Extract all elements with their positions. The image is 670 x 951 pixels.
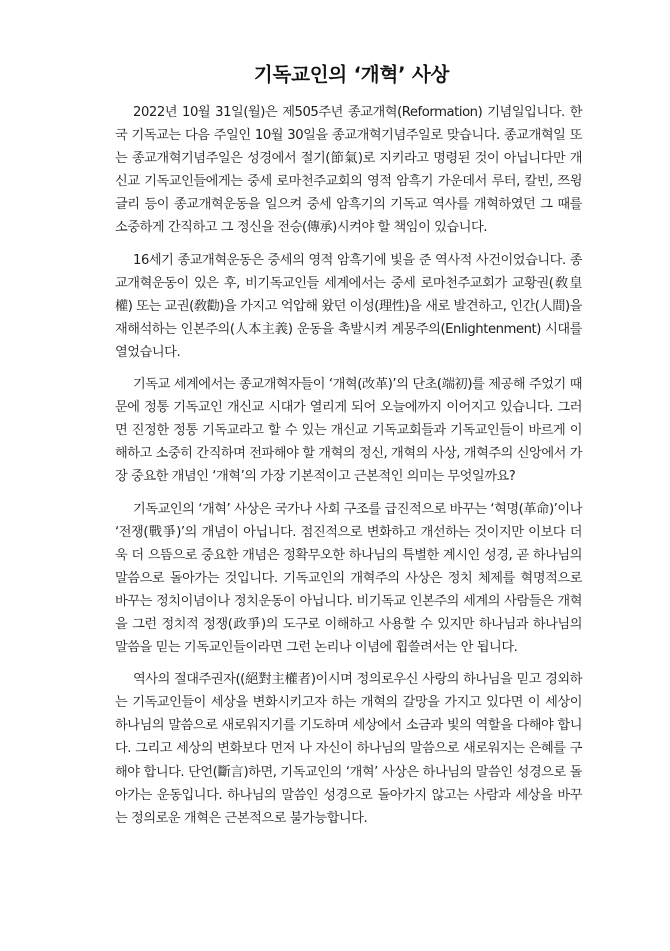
paragraph-3: 기독교 세계에서는 종교개혁자들이 ‘개혁(改革)’의 단초(端初)를 제공해 주었기 때문에 정통 기독교인 개신교 시대가 열리게 되어 오늘에까지 이어지고 있습니다. 그러면 진정한 정통 기독교라고 할 수 있는 개신교 기독교회들과 기독교인들이 바르게 이해하고 소중히 간직하며 전파해야 할 개혁의 정신, 개혁의 사상, 개혁주의 신앙에서 가장 중요한 개념인 ‘개혁’의 가장 기본적이고 근본적인 의미는 무엇일까요?: [115, 377, 582, 485]
paragraph-4: 기독교인의 ‘개혁’ 사상은 국가나 사회 구조를 급진적으로 바꾸는 ‘혁명(革命)’이나 ‘전쟁(戰爭)’의 개념이 아닙니다. 점진적으로 변화하고 개선하는 것이지만 이보다 더욱 더 으뜸으로 중요한 개념은 정확무오한 하나님의 특별한 계시인 성경, 곧 하나님의 말씀으로 돌아가는 것입니다. 기독교인의 개혁주의 사상은 정치 체제를 혁명적으로 바꾸는 정치이념이나 정치운동이 아닙니다. 비기독교 인본주의 세계의 사람들은 개혁을 그런 정치적 정쟁(政爭)의 도구로 이해하고 사용할 수 있지만 하나님과 하나님의 말씀을 믿는 기독교인들이라면 그런 논리나 이념에 휩쓸려서는 안 됩니다.: [115, 501, 582, 656]
paragraph-5: 역사의 절대주권자((絕對主權者)이시며 정의로우신 사랑의 하나님을 믿고 경외하는 기독교인들이 세상을 변화시키고자 하는 개혁의 갈망을 가지고 있다면 이 세상이 하나님의 말씀으로 새로워지기를 기도하며 세상에서 소금과 빛의 역할을 다해야 합니다. 그리고 세상의 변화보다 먼저 나 자신이 하나님의 말씀으로 새로워지는 은혜를 구해야 합니다. 단언(斷言)하면, 기독교인의 ‘개혁’ 사상은 하나님의 말씀인 성경으로 돌아가는 운동입니다. 하나님의 말씀인 성경으로 돌아가지 않고는 사람과 세상을 바꾸는 정의로운 개혁은 근본적으로 불가능합니다.: [115, 672, 582, 826]
paragraph-1: 2022년 10월 31일(월)은 제505주년 종교개혁(Reformation) 기념일입니다. 한국 기독교는 다음 주일인 10월 30일을 종교개혁기념주일로 맞습니다. 종교개혁일 또는 종교개혁기념주일은 성경에서 절기(節氣)로 지키라고 명령된 것이 아닙니다만 개신교 기독교인들에게는 중세 로마천주교회의 영적 암흑기 가운데서 루터, 칼빈, 쯔윙글리 등이 종교개혁운동을 일으켜 중세 암흑기의 기독교 역사를 개혁하였던 그 때를 소중하게 간직하고 그 정신을 전승(傳承)시켜야 할 책임이 있습니다.: [115, 105, 582, 236]
paragraph-2: 16세기 종교개혁운동은 중세의 영적 암흑기에 빛을 준 역사적 사건이었습니다. 종교개혁운동이 있은 후, 비기독교인들 세계에서는 중세 로마천주교회가 교황권(敎皇權) 또는 교권(敎勸)을 가지고 억압해 왔던 이성(理性)을 새로 발견하고, 인간(人間)을 재해석하는 인본주의(人本主義) 운동을 촉발시켜 계몽주의(Enlightenment) 시대를 열었습니다.: [115, 252, 583, 360]
document-title: 기독교인의 ‘개혁’ 사상: [253, 63, 450, 86]
